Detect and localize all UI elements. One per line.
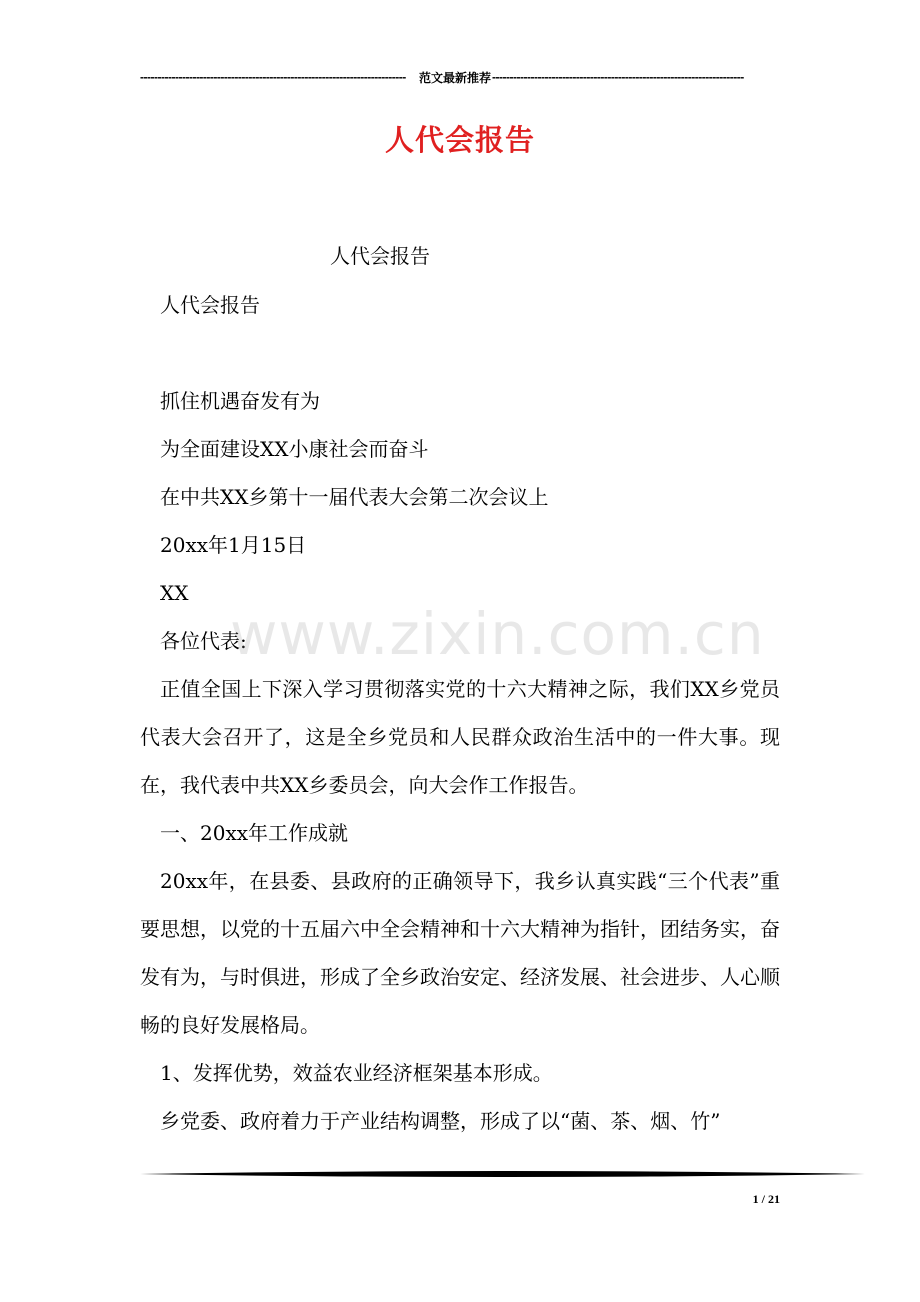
heading: 人代会报告: [160, 293, 260, 317]
watermark: www.zixin.com.cn: [230, 600, 765, 668]
occasion-line: 在中共XX乡第十一届代表大会第二次会议上: [160, 485, 549, 509]
paragraph-3: 乡党委、政府着力于产业结构调整，形成了以“菌、茶、烟、竹”: [160, 1109, 721, 1133]
paragraph-1: 正值全国上下深入学习贯彻落实党的十六大精神之际，我们XX乡党员代表大会召开了，这是全乡党员和人民群众政治生活中的一件大事。现在，我代表中共XX乡委员会，向大会作工作报告。: [140, 677, 780, 797]
header-label: 范文最新推荐: [419, 70, 492, 85]
header-dashes-right: ------------------------------------------------------------------------: [492, 70, 744, 84]
section-heading-1: 一、20xx年工作成就: [160, 821, 349, 845]
speaker-line: XX: [160, 581, 189, 605]
document-title: 人代会报告: [384, 123, 535, 157]
slogan-line-1: 抓住机遇奋发有为: [160, 389, 320, 413]
date-line: 20xx年1月15日: [160, 533, 307, 557]
paragraph-2: 20xx年，在县委、县政府的正确领导下，我乡认真实践“三个代表”重要思想，以党的十五届六中全会精神和十六大精神为指针，团结务实，奋发有为，与时俱进，形成了全乡政治安定、经济发展、社会进步、人心顺畅的良好发展格局。: [140, 869, 780, 1037]
item-1: 1、发挥优势，效益农业经济框架基本形成。: [160, 1061, 553, 1085]
header-dashes-left: ----------------------------------------------------------------------------: [140, 70, 406, 84]
salutation: 各位代表:: [160, 629, 247, 653]
footer-rule: [140, 1170, 865, 1178]
subtitle: 人代会报告: [330, 244, 430, 268]
slogan-line-2: 为全面建设XX小康社会而奋斗: [160, 437, 429, 461]
header-rule: [140, 67, 770, 87]
page-number: 1 / 21: [752, 1192, 780, 1206]
